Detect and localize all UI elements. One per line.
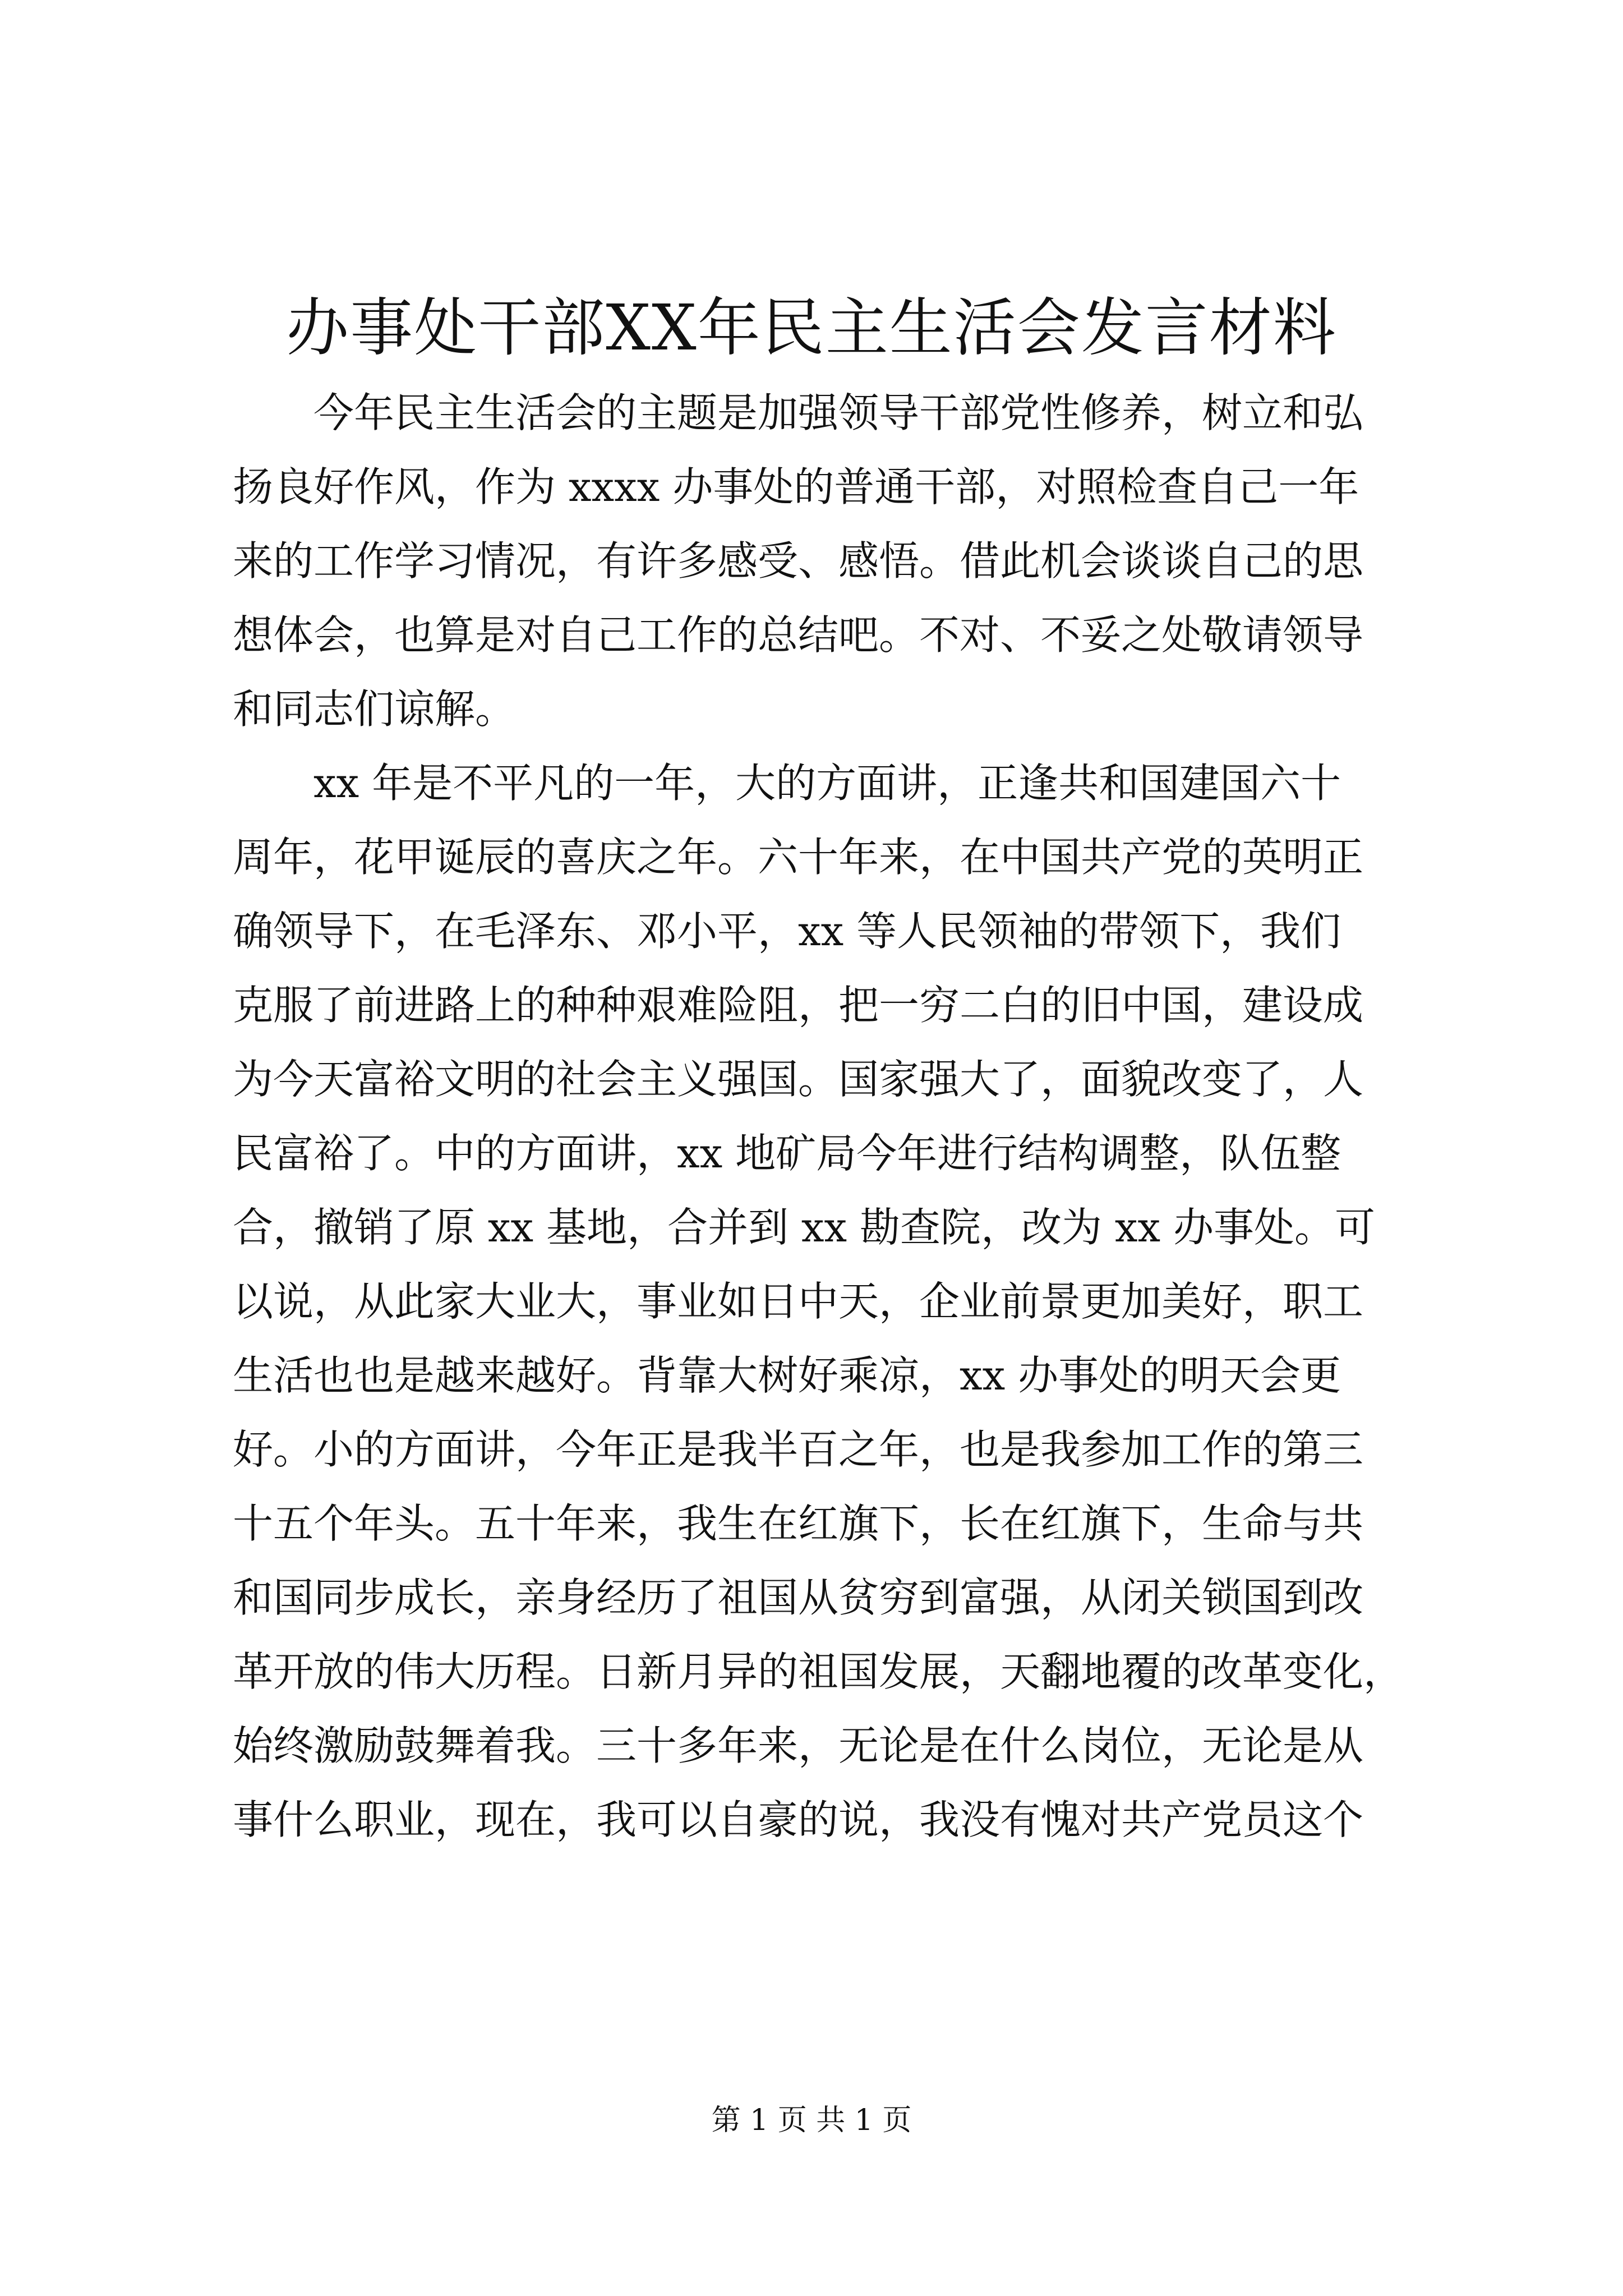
paragraph-line: 事什么职业，现在，我可以自豪的说，我没有愧对共产党员这个 xyxy=(233,1796,1364,1843)
paragraph-line: 周年，花甲诞辰的喜庆之年。六十年来，在中国共产党的英明正 xyxy=(233,834,1364,881)
page-footer: 第 1 页 共 1 页 xyxy=(711,2104,912,2137)
paragraph-line: 生活也也是越来越好。背靠大树好乘凉，xx 办事处的明天会更 xyxy=(233,1352,1341,1399)
paragraph-line: 民富裕了。中的方面讲，xx 地矿局今年进行结构调整，队伍整 xyxy=(233,1130,1341,1177)
document-body xyxy=(233,376,1410,1857)
paragraph-line: 克服了前进路上的种种艰难险阻，把一穷二白的旧中国，建设成 xyxy=(233,982,1364,1029)
paragraph-line: 十五个年头。五十年来，我生在红旗下，长在红旗下，生命与共 xyxy=(233,1500,1364,1547)
paragraph-line: 革开放的伟大历程。日新月异的祖国发展，天翻地覆的改革变化， xyxy=(233,1648,1404,1695)
paragraph-line: 扬良好作风，作为 xxxx 办事处的普通干部，对照检查自己一年 xyxy=(233,463,1359,510)
paragraph-line: 和同志们谅解。 xyxy=(233,685,516,733)
paragraph-line: 今年民主生活会的主题是加强领导干部党性修养，树立和弘 xyxy=(313,389,1364,436)
paragraph-line: 好。小的方面讲，今年正是我半百之年，也是我参加工作的第三 xyxy=(233,1426,1364,1473)
paragraph-line: 合，撤销了原 xx 基地，合并到 xx 勘查院，改为 xx 办事处。可 xyxy=(233,1204,1375,1251)
paragraph-line: 为今天富裕文明的社会主义强国。国家强大了，面貌改变了，人 xyxy=(233,1056,1364,1103)
paragraph-line: xx 年是不平凡的一年，大的方面讲，正逢共和国建国六十 xyxy=(313,760,1341,807)
paragraph-2 xyxy=(233,746,1410,1857)
paragraph-line: 确领导下，在毛泽东、邓小平，xx 等人民领袖的带领下，我们 xyxy=(233,908,1341,955)
paragraph-line: 始终激励鼓舞着我。三十多年来，无论是在什么岗位，无论是从 xyxy=(233,1722,1364,1769)
document-title: 办事处干部XX年民主生活会发言材料 xyxy=(286,292,1337,365)
paragraph-line: 和国同步成长，亲身经历了祖国从贫穷到富强，从闭关锁国到改 xyxy=(233,1574,1364,1621)
paragraph-line: 想体会，也算是对自己工作的总结吧。不对、不妥之处敬请领导 xyxy=(233,611,1364,659)
paragraph-line: 以说，从此家大业大，事业如日中天，企业前景更加美好，职工 xyxy=(233,1278,1364,1325)
paragraph-1 xyxy=(233,376,1410,746)
paragraph-line: 来的工作学习情况，有许多感受、感悟。借此机会谈谈自己的思 xyxy=(233,537,1364,585)
